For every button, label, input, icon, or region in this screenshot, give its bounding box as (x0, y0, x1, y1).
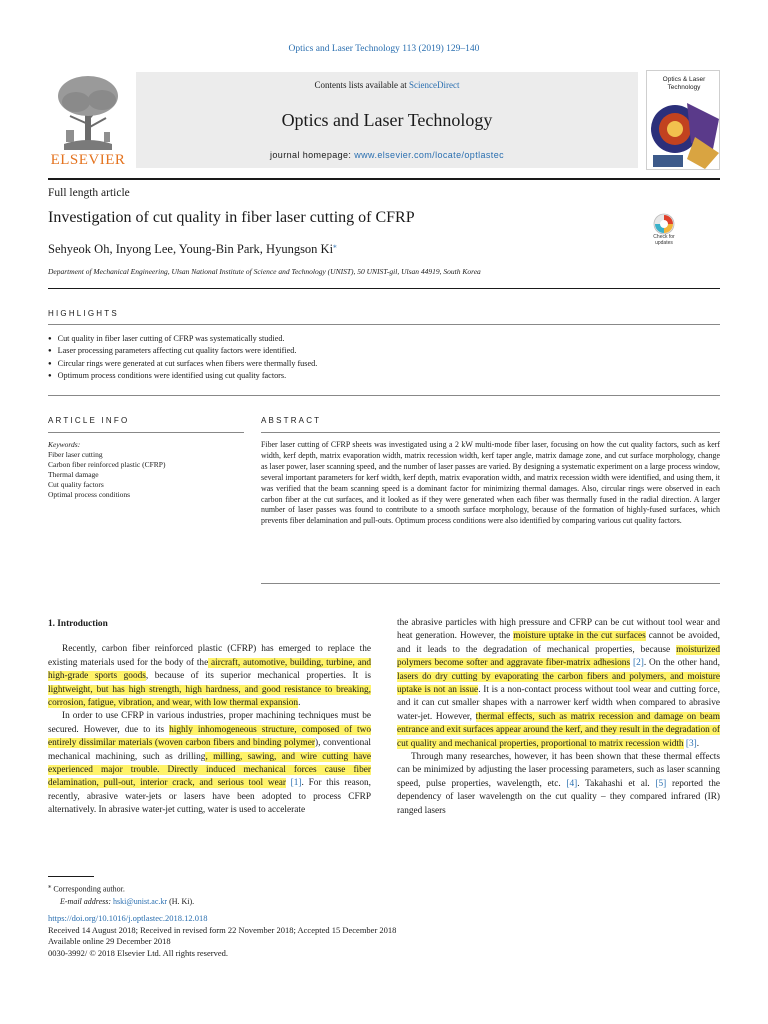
footnote (48, 881, 194, 908)
homepage-link[interactable]: www.elsevier.com/locate/optlastec (354, 150, 505, 160)
section-heading: 1. Introduction (48, 619, 108, 629)
copyright: 0030-3992/ © 2018 Elsevier Ltd. All rights reserved. (48, 947, 228, 958)
crossmark-line-1: Check for (653, 234, 675, 240)
highlighted-text: , milling, sawing, and wire cutting have experienced major trouble. Directly induced mechanical forces cause fiber delamination, pull-out, interior crack, and serious tool wear (48, 751, 371, 789)
header-divider (48, 178, 720, 180)
publisher-wordmark: ELSEVIER (50, 152, 126, 168)
article-type: Full length article (48, 187, 130, 199)
email-label: E-mail address: (60, 896, 114, 906)
check-for-updates-button[interactable] (647, 212, 681, 252)
text-run: Through many researches, however, it has been shown that these thermal effects can be minimized by adjusting the laser processing parameters, such as laser scanning speed, pulse properties, wavelength, etc. (397, 752, 720, 789)
article-info-rule (48, 432, 244, 433)
cover-title-line-2: Technology (667, 83, 701, 91)
corresponding-label: Corresponding author. (53, 884, 125, 894)
footnote-divider (48, 876, 94, 877)
received-dates: Received 14 August 2018; Received in revised form 22 November 2018; Accepted 15 December 2018 (48, 924, 397, 935)
author-list (48, 242, 337, 257)
email-note (48, 896, 194, 908)
corresponding-author-mark[interactable]: ⁎ (333, 242, 337, 250)
sciencedirect-link[interactable]: ScienceDirect (409, 80, 460, 90)
text-run: . (696, 738, 700, 749)
highlights-bottom-rule (48, 395, 720, 396)
reference-link[interactable]: [3] (685, 738, 697, 749)
highlighted-text: lasers do dry cutting by evaporating the carbon fibers and polymers, and moisture uptake is not an issue (397, 671, 720, 696)
body-column-right (397, 617, 720, 818)
highlighted-text: thermal effects, such as matrix recession and damage on beam entrance and exit surfaces appear around the kerf, and they result in the degradation of cut quality and mechanical properties, proportional to matrix recession width (397, 711, 720, 749)
keyword-item: Cut quality factors (48, 480, 104, 489)
corresponding-note (48, 881, 194, 896)
abstract-heading: ABSTRACT (261, 416, 322, 425)
email-owner: (H. Ki). (167, 896, 195, 906)
contents-prefix: Contents lists available at (314, 80, 409, 90)
elsevier-tree-icon (52, 72, 124, 152)
journal-banner (136, 72, 638, 168)
journal-homepage (136, 150, 638, 160)
highlight-item: ● Optimum process conditions were identified using cut quality factors. (48, 370, 317, 382)
text-run: reported the dependency of laser wavelength on the cut quality – they compared infrared (IR) ranged lasers (397, 778, 720, 816)
highlight-item: ● Cut quality in fiber laser cutting of CFRP was systematically studied. (48, 333, 317, 345)
text-run: . For this reason, recently, abrasive water-jets or lasers have been adopted to process CFRP alternatively. In abrasive water-jet cutting, water is used to accelerate (48, 778, 372, 816)
article-footer (48, 913, 396, 959)
crossmark-icon (647, 212, 681, 236)
cover-title (651, 76, 717, 91)
paragraph (397, 617, 720, 751)
doi-link[interactable]: https://doi.org/10.1016/j.optlastec.2018.12.018 (48, 913, 208, 923)
reference-link[interactable]: [2] (632, 658, 644, 669)
author-affiliation: Department of Mechanical Engineering, Ulsan National Institute of Science and Technology (UNIST), 50 UNIST-gil, Ulsan 44919, South Korea (48, 267, 481, 276)
abstract-body: Fiber laser cutting of CFRP sheets was investigated using a 2 kW multi-mode fiber laser, focusing on how the cut quality factors, such as kerf width, kerf depth, matrix evaporation width, matrix recession width, kerf taper angle, matrix damage zone, and cut surface morphology, change as laser power, laser scanning speed, and the number of laser passes are varied. By designing a systematic experiment on a large process window, several important parameters for kerf width, kerf depth, matrix evaporation width, and matrix recession width were identified, and using them, it was verified that the beam scanning speed is a dominant factor for minimizing thermal damages. Also, circular rings were observed in each carbon fiber at the cut surfaces, and it looked as if they were generated when each fiber was thermally fused in the radial direction. A larger number of laser passes was found to contribute to a smooth surface morphology, because of the formation of highly-fused surfaces, which prevents fiber delamination and pull-outs. Optimum process conditions were also identified by comparing various cut quality factors. (261, 440, 720, 526)
keyword-item: Optimal process conditions (48, 490, 131, 499)
elsevier-logo (48, 70, 128, 172)
online-date: Available online 29 December 2018 (48, 936, 171, 946)
keywords-label: Keywords: (48, 440, 81, 449)
authors-names: Sehyeok Oh, Inyong Lee, Young-Bin Park, Hyungson Ki (48, 242, 334, 257)
crossmark-line-2: updates (655, 239, 673, 246)
text-run: . On the other hand, (643, 658, 720, 669)
text-run: ), conventional mechanical machining, such as drilling (48, 738, 372, 762)
affiliation-divider (48, 288, 720, 289)
text-run: the abrasive particles with high pressure and CFRP can be cut without tool wear and heat generation. However, the (397, 618, 720, 642)
highlighted-text: moisture uptake in the cut surfaces (513, 631, 646, 642)
reference-link[interactable]: [1] (290, 778, 302, 789)
highlighted-text: moisturized polymers become softer and aggravate fiber-matrix adhesions (397, 644, 720, 669)
journal-cover[interactable] (646, 70, 720, 170)
text-run: cannot be avoided, and it leads to the degradation of mechanical properties, because (397, 631, 720, 655)
keyword-item: Carbon fiber reinforced plastic (CFRP) (48, 460, 166, 469)
journal-citation[interactable]: Optics and Laser Technology 113 (2019) 129–140 (288, 44, 480, 54)
text-run: In order to use CFRP in various industries, proper machining techniques must be secured. However, due to its (48, 711, 371, 735)
contents-availability (136, 80, 638, 90)
text-run: . (298, 698, 301, 709)
paragraph (48, 643, 371, 710)
highlight-item: ● Circular rings were generated at cut surfaces when fibers were thermally fused. (48, 358, 317, 370)
article-info (48, 440, 244, 500)
cover-title-line-1: Optics & Laser (662, 76, 706, 83)
journal-header (48, 70, 720, 172)
highlight-item: ● Laser processing parameters affecting cut quality factors were identified. (48, 345, 317, 357)
paragraph (397, 751, 720, 818)
footnote-mark: ⁎ (48, 883, 52, 890)
cover-art-icon (647, 97, 720, 170)
text-run: . It is a non-contact process without tool wear and cutting force, and it can cut smaller shapes with a narrower kerf width when compared to abrasive water-jet. However, (397, 685, 720, 722)
journal-name: Optics and Laser Technology (281, 110, 493, 130)
abstract-rule (261, 432, 720, 433)
highlighted-text: lightweight, but has high strength, high hardness, and good resistance to breaking, corrosion, fatigue, vibration, and wear, with low thermal expansion (48, 684, 371, 709)
highlighted-text: highly inhomogeneous structure, composed of two entirely dissimilar materials (woven carbon fibers and binding polymer (48, 724, 371, 749)
homepage-prefix: journal homepage: (269, 150, 355, 160)
article-title: Investigation of cut quality in fiber laser cutting of CFRP (48, 209, 415, 226)
body-column-left (48, 618, 371, 818)
text-run: . Takahashi et al. (577, 778, 656, 789)
reference-link[interactable]: [4] (566, 778, 578, 789)
article-info-heading: ARTICLE INFO (48, 416, 130, 425)
keyword-item: Thermal damage (48, 470, 99, 479)
keyword-item: Fiber laser cutting (48, 450, 103, 459)
crossmark-label (647, 235, 681, 246)
paragraph (48, 710, 371, 817)
highlights-top-rule (48, 324, 720, 325)
email-link[interactable]: hski@unist.ac.kr (113, 896, 168, 906)
highlights-heading: HIGHLIGHTS (48, 309, 119, 318)
highlights-list (48, 333, 317, 382)
text-run: , because of its superior mechanical properties. It is (145, 671, 371, 682)
reference-link[interactable]: [5] (655, 778, 667, 789)
abstract-bottom-rule (261, 583, 720, 584)
highlighted-text: aircraft, automotive, building, turbine, and high-grade sports goods (48, 657, 372, 682)
text-run: Recently, carbon fiber reinforced plastic (CFRP) has emerged to replace the existing materials used for the body of the (48, 644, 371, 668)
